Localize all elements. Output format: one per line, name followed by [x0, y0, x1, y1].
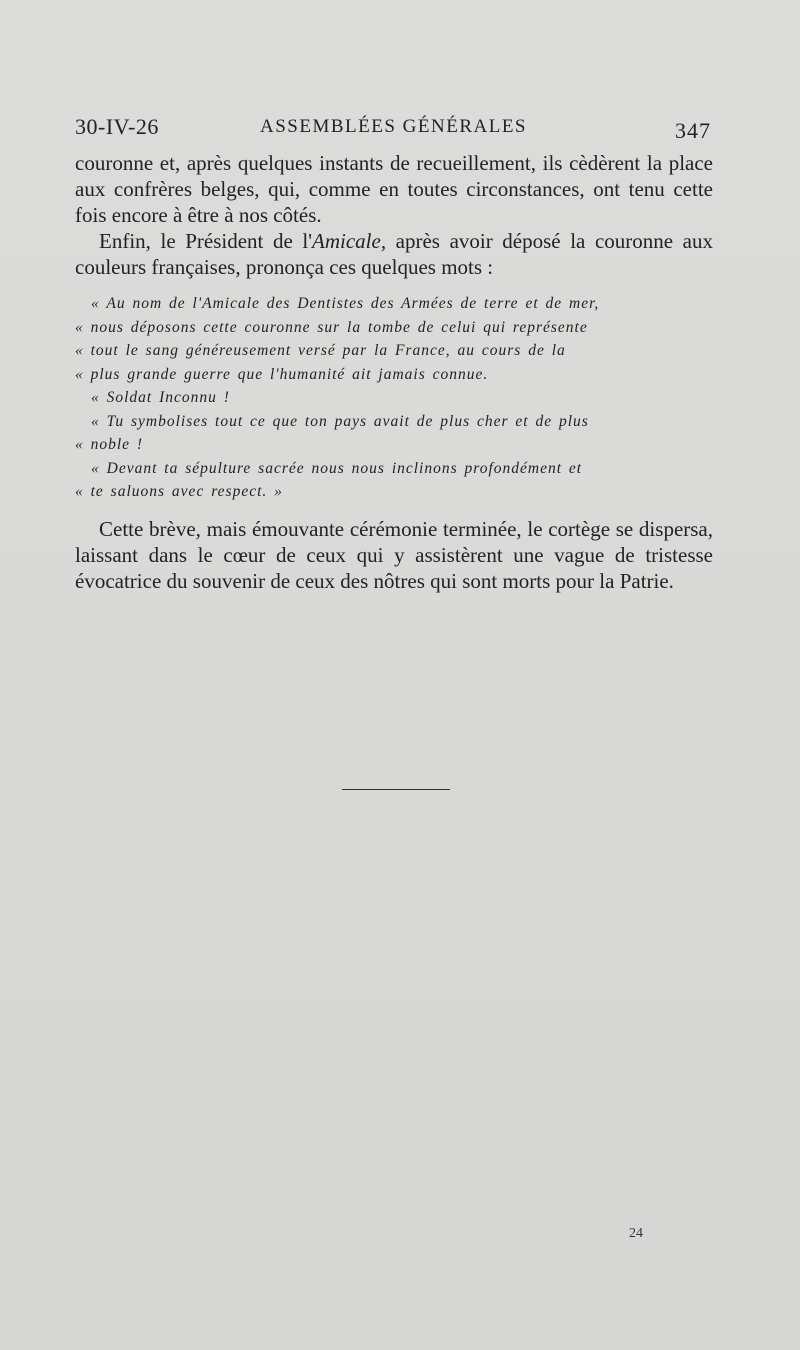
running-header	[75, 112, 713, 144]
paragraph-president-before: Enfin, le Président de l'	[99, 229, 313, 253]
quote-line: « Soldat Inconnu !	[91, 389, 230, 406]
quote-line: « Devant ta sépulture sacrée nous nous inclinons profondément et	[91, 459, 583, 477]
quote-line: « Tu symbolises tout ce que ton pays avait de plus cher et de plus	[91, 412, 589, 430]
speech-quote	[75, 292, 713, 504]
quote-line: « te saluons avec respect. »	[75, 483, 283, 500]
quote-line: « noble !	[75, 436, 144, 453]
header-title: ASSEMBLÉES GÉNÉRALES	[260, 116, 527, 137]
quote-line: « tout le sang généreusement versé par la France, au cours de la	[75, 342, 566, 359]
paragraph-closing: Cette brève, mais émouvante cérémonie terminée, le cortège se dispersa, laissant dans le cœur de ceux qui y assistèrent une vague de tristesse évocatrice du souvenir de ceux des nôtres qui sont morts pour la Patrie.	[75, 516, 713, 593]
paragraph-continuation: couronne et, après quelques instants de recueillement, ils cèdèrent la place aux confrères belges, qui, comme en toutes circonstances, ont tenu cette fois encore à être à nos côtés.	[75, 151, 713, 227]
quote-line: « plus grande guerre que l'humanité ait jamais connue.	[75, 365, 489, 383]
text-body	[75, 150, 713, 594]
section-divider	[342, 789, 450, 790]
amicale-italic: Amicale,	[312, 229, 387, 253]
page-number: 347	[675, 118, 711, 143]
header-date: 30-IV-26	[75, 114, 159, 139]
paragraph-president	[75, 228, 713, 280]
paragraph-president-after: après avoir déposé la couronne aux couleurs françaises, prononça ces quelques mots :	[75, 229, 713, 279]
signature-mark: 24	[629, 1226, 643, 1241]
quote-line: « nous déposons cette couronne sur la tombe de celui qui représente	[75, 318, 588, 336]
quote-line: « Au nom de l'Amicale des Dentistes des Armées de terre et de mer,	[91, 295, 600, 312]
